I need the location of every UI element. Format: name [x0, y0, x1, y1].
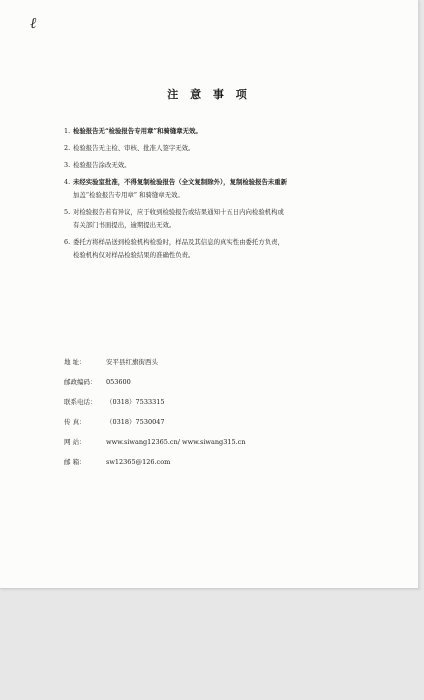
- website-label: 网 站：: [64, 438, 86, 446]
- email-row: [64, 458, 246, 466]
- note-text: 检验机构仅对样品检验结果的准确性负责。: [73, 251, 195, 259]
- postcode-label: 邮政编码：: [64, 378, 97, 386]
- note-item-6: [64, 238, 364, 259]
- notes-list: [64, 127, 364, 268]
- phone-value: （0318）7533315: [106, 398, 165, 406]
- note-number: 2.: [64, 144, 71, 152]
- note-text: 加盖“检验报告专用章” 和骑缝章无效。: [73, 191, 184, 199]
- note-item-3: [64, 161, 364, 169]
- note-text: 委托方将样品送到检验机构检验时，样品及其信息的真实性由委托方负责，: [73, 238, 284, 246]
- address-label: 地 址：: [64, 358, 86, 366]
- note-number: 5.: [64, 208, 71, 216]
- email-value: sw12365@126.com: [106, 458, 171, 466]
- fax-value: （0318）7530047: [106, 418, 165, 426]
- note-number: 3.: [64, 161, 71, 169]
- fax-row: [64, 418, 246, 426]
- note-text: 检验报告无主检、审核、批准人签字无效。: [73, 144, 195, 152]
- email-label: 邮 箱：: [64, 458, 86, 466]
- note-item-2: [64, 144, 364, 152]
- contact-info: [64, 358, 246, 478]
- address-row: [64, 358, 246, 366]
- note-number: 6.: [64, 238, 71, 246]
- note-item-5: [64, 208, 364, 229]
- note-text: 有关部门书面提出，逾期提出无效。: [73, 221, 176, 229]
- postcode-value: 053600: [106, 378, 131, 386]
- postcode-row: [64, 378, 246, 386]
- note-item-4: [64, 178, 364, 199]
- handwritten-mark: ℓ: [30, 14, 37, 32]
- phone-label: 联系电话：: [64, 398, 97, 406]
- note-text: 未经实验室批准，不得复制检验报告（全文复制除外），复制检验报告未重新: [73, 178, 288, 186]
- note-text: 检验报告涂改无效。: [73, 161, 131, 169]
- note-item-1: [64, 127, 364, 135]
- note-text: 对检验报告若有异议，应于收到检验报告或结果通知十五日内向检验机构或: [73, 208, 284, 216]
- note-number: 1.: [64, 127, 71, 135]
- note-number: 4.: [64, 178, 71, 186]
- phone-row: [64, 398, 246, 406]
- fax-label: 传 真：: [64, 418, 86, 426]
- website-value: www.siwang12365.cn/ www.siwang315.cn: [106, 438, 246, 446]
- website-row: [64, 438, 246, 446]
- note-text: 检验报告无“检验报告专用章”和骑缝章无效。: [73, 127, 202, 135]
- page-title: 注 意 事 项: [167, 88, 251, 101]
- address-value: 安平县红旗街西头: [106, 358, 158, 366]
